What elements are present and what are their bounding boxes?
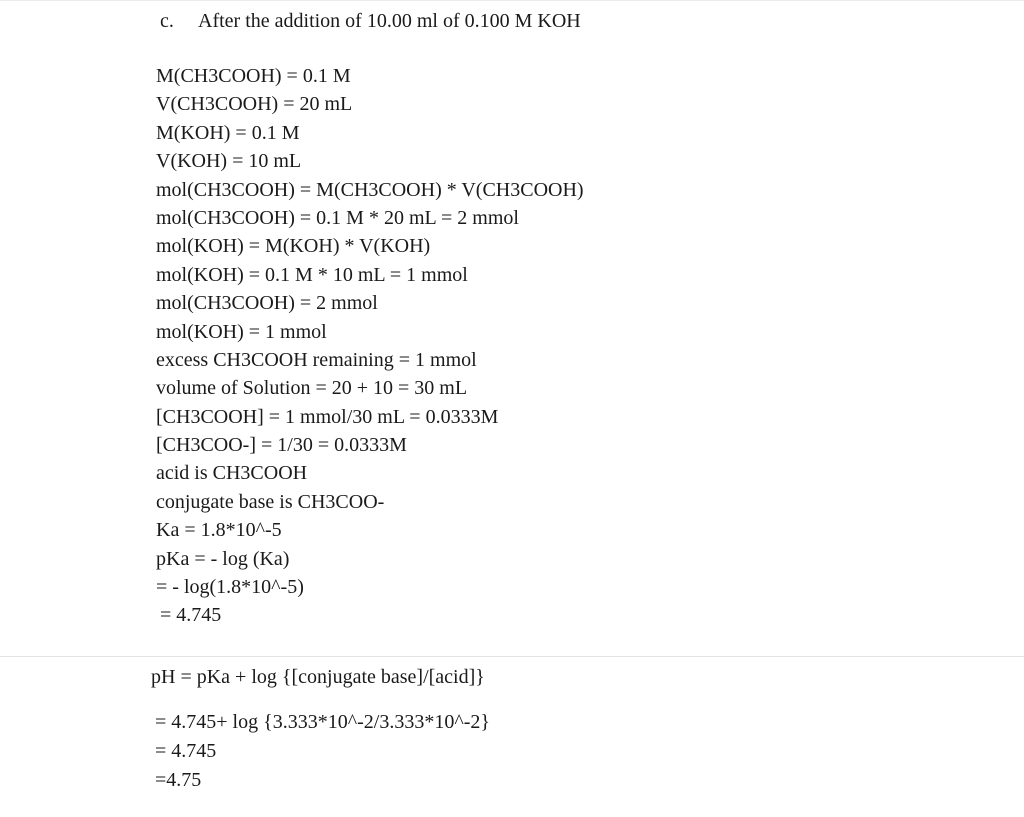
calc-line: mol(KOH) = M(KOH) * V(KOH) (156, 235, 431, 258)
calc-line: pKa = - log (Ka) (156, 547, 290, 570)
calc-line: M(CH3COOH) = 0.1 M (156, 65, 351, 87)
calc-line: Ka = 1.8*10^-5 (156, 519, 282, 542)
calc-line: = 4.745 (160, 604, 222, 627)
calc-line: V(CH3COOH) = 20 mL (156, 93, 353, 116)
part-title: After the addition of 10.00 ml of 0.100 M KOH (198, 10, 581, 32)
calc-line: [CH3COOH] = 1 mmol/30 mL = 0.0333M (156, 405, 499, 428)
part-marker: c. (160, 10, 174, 32)
part-heading (160, 8, 581, 34)
ph-step: = 4.745 (155, 740, 217, 762)
ph-step: = 4.745+ log {3.333*10^-2/3.333*10^-2} (155, 711, 490, 733)
ph-step: =4.75 (155, 769, 202, 791)
section-divider (0, 656, 1024, 657)
calc-line: conjugate base is CH3COO- (156, 490, 385, 513)
ph-steps (155, 708, 490, 795)
calc-line: M(KOH) = 0.1 M (156, 121, 300, 144)
calc-line: acid is CH3COOH (156, 462, 308, 485)
calc-line: V(KOH) = 10 mL (156, 150, 302, 173)
top-rule (0, 0, 1024, 1)
calc-line: mol(KOH) = 0.1 M * 10 mL = 1 mmol (156, 263, 468, 286)
calc-line: [CH3COO-] = 1/30 = 0.0333M (156, 434, 407, 457)
calc-line: mol(CH3COOH) = 0.1 M * 20 mL = 2 mmol (156, 206, 519, 229)
calc-line: mol(CH3COOH) = M(CH3COOH) * V(CH3COOH) (156, 178, 584, 201)
calc-line: mol(CH3COOH) = 2 mmol (156, 292, 378, 315)
calc-line: excess CH3COOH remaining = 1 mmol (156, 348, 477, 371)
calculation-lines (156, 62, 584, 630)
ph-formula: pH = pKa + log {[conjugate base]/[acid]} (151, 666, 485, 688)
calc-line: = - log(1.8*10^-5) (156, 576, 304, 599)
calc-line: volume of Solution = 20 + 10 = 30 mL (156, 377, 468, 400)
calc-line: mol(KOH) = 1 mmol (156, 320, 327, 343)
